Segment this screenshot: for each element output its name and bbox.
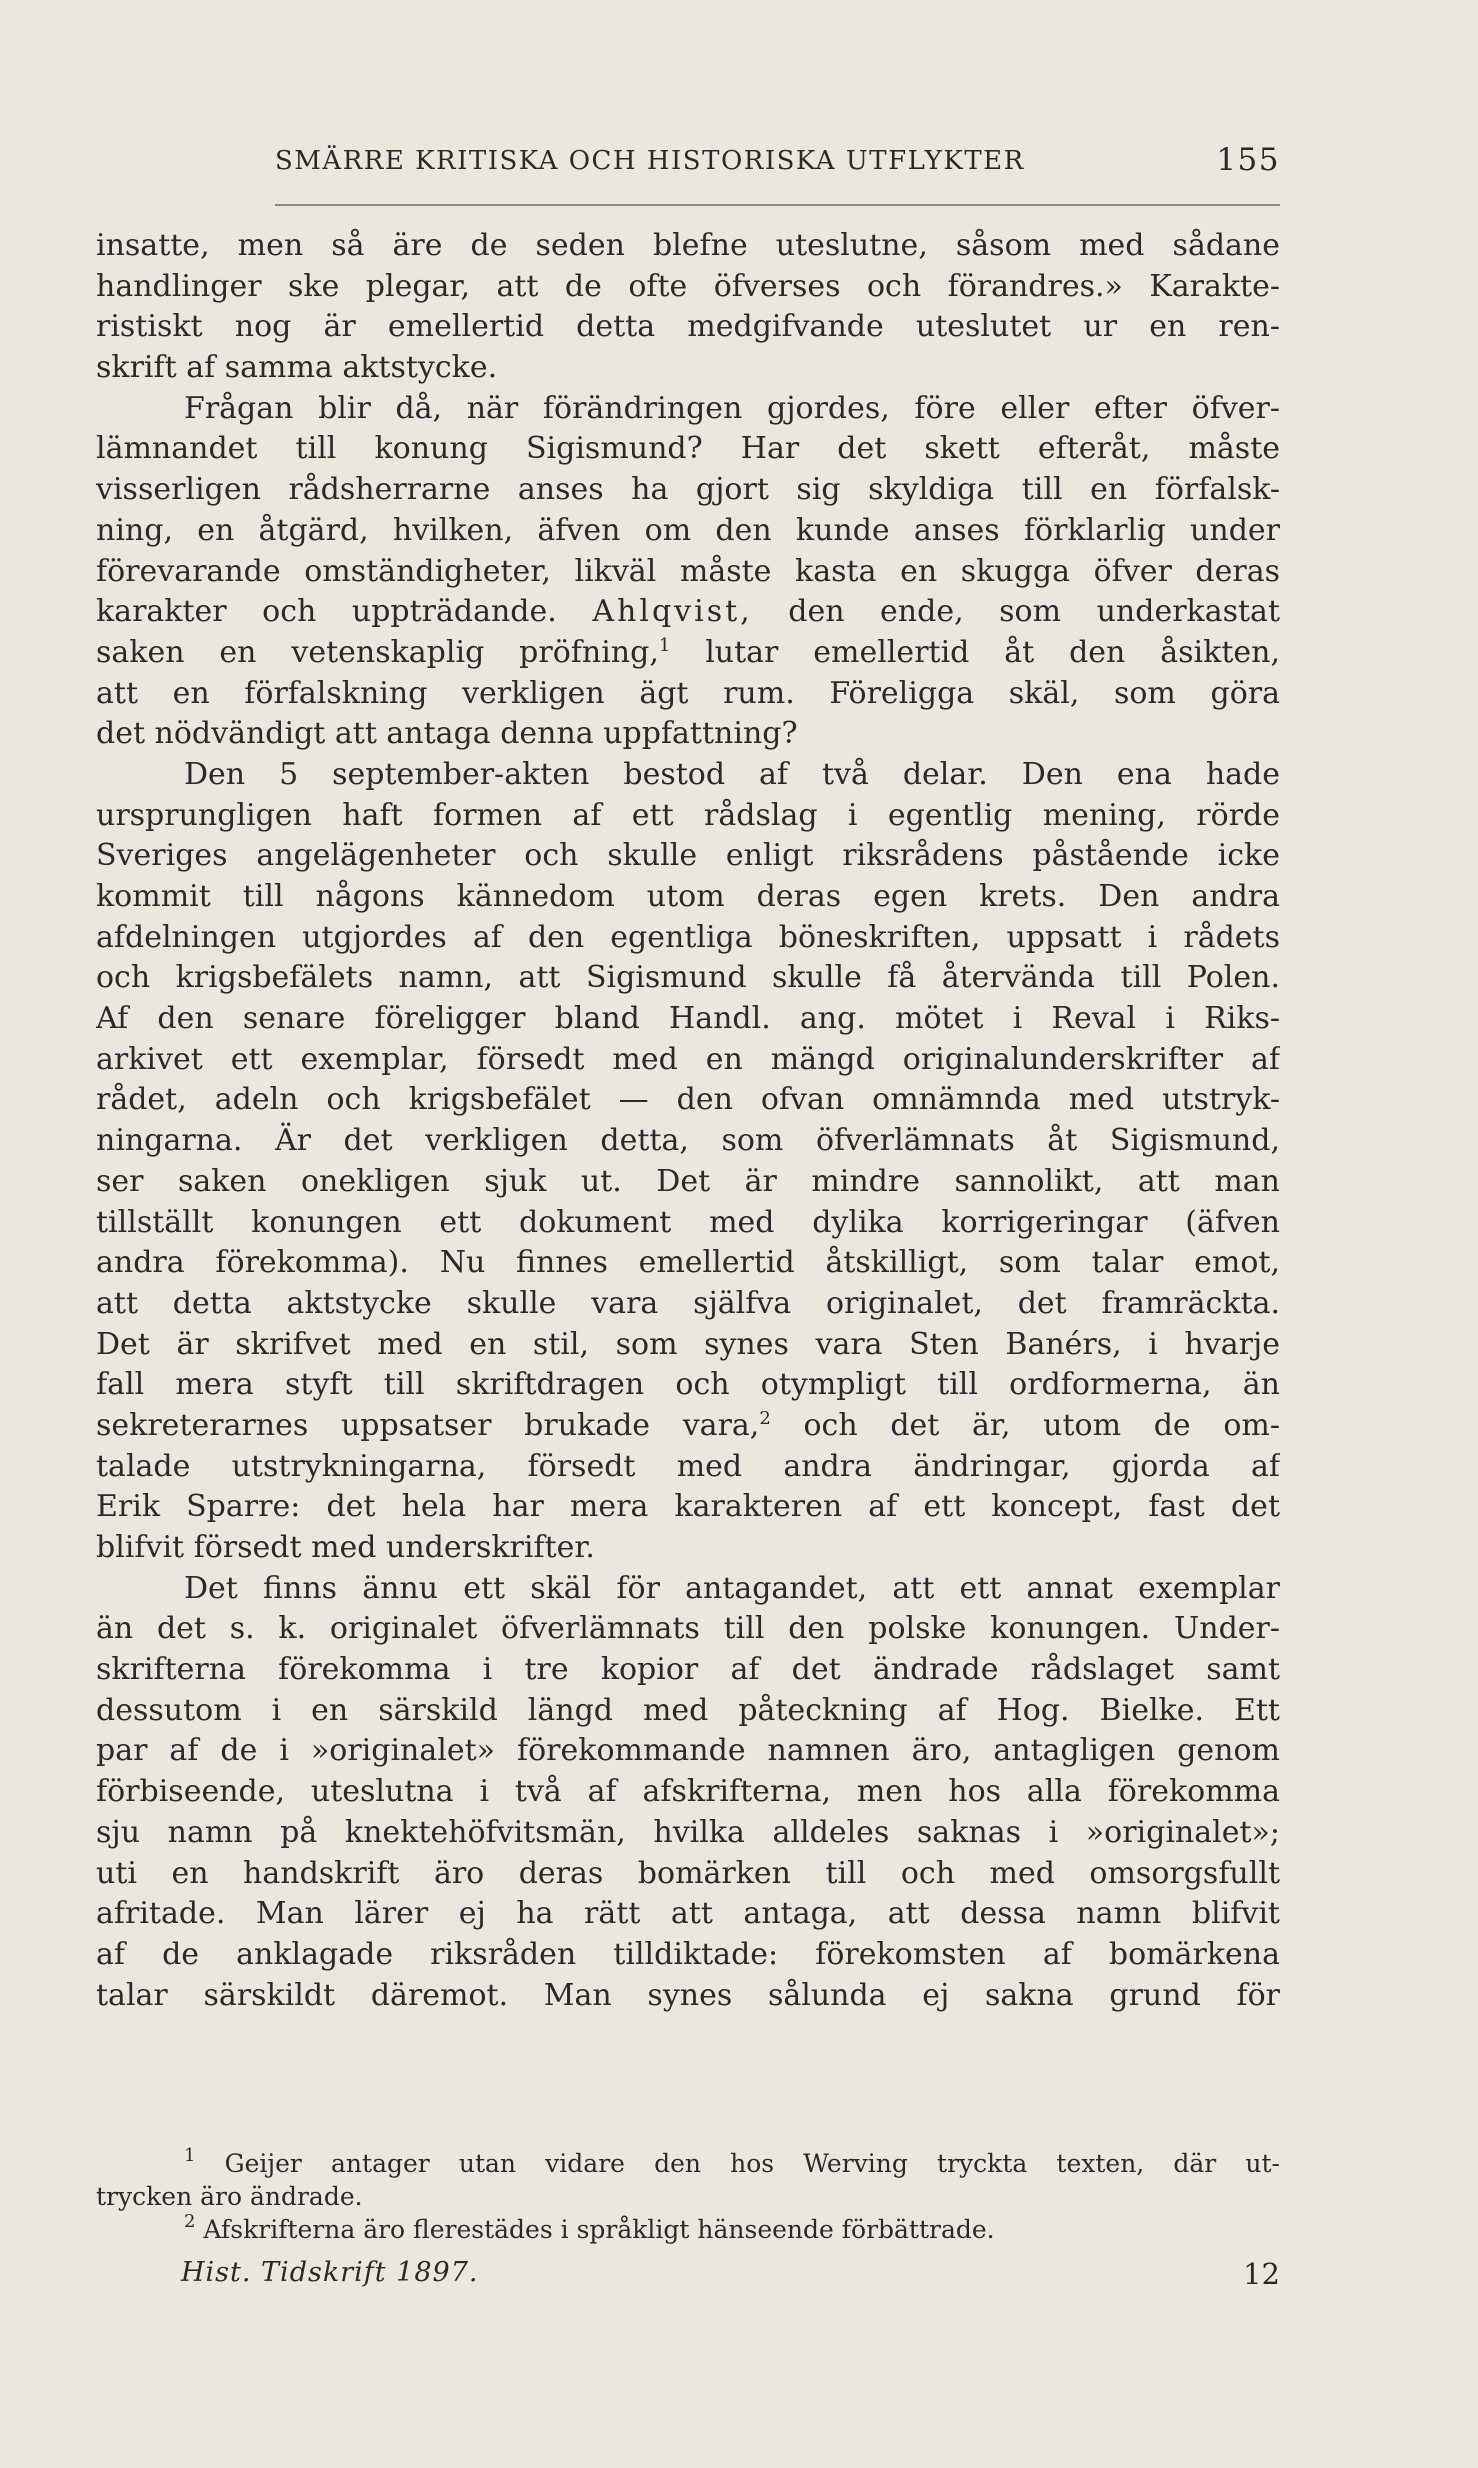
footnote-number: 2 xyxy=(184,2213,196,2232)
footnote-text: Geijer antager utan vidare den hos Werving tryckta texten, där ut- xyxy=(224,2149,1280,2178)
text-line xyxy=(96,592,1280,633)
text-line: afritade. Man lärer ej ha rätt att antaga, att dessa namn blifvit xyxy=(96,1896,1280,1932)
text-line: handlinger ske plegar, att de ofte öfverses och förandres.» Karakte- xyxy=(96,268,1280,304)
footnote-number: 1 xyxy=(184,2147,196,2166)
text-line: Det är skrifvet med en stil, som synes vara Sten Banérs, i hvarje xyxy=(96,1326,1280,1362)
text-line: blifvit försedt med underskrifter. xyxy=(96,1530,595,1565)
text-line: insatte, men så äre de seden blefne uteslutne, såsom med sådane xyxy=(96,228,1280,263)
text-line: lämnandet till konung Sigismund? Har det skett efteråt, måste xyxy=(96,431,1280,467)
text-line: talade utstrykningarna, försedt med andra ändringar, gjorda af xyxy=(96,1448,1280,1484)
text-line: ning, en åtgärd, hvilken, äfven om den kunde anses förklarlig under xyxy=(96,512,1280,548)
text-line: sju namn på knektehöfvitsmän, hvilka alldeles saknas i »originalet»; xyxy=(96,1814,1280,1850)
text-line: par af de i »originalet» förekommande namnen äro, antagligen genom xyxy=(96,1733,1280,1769)
body-text xyxy=(96,226,1280,2016)
text-line: fall mera styft till skriftdragen och otympligt till ordformerna, än xyxy=(96,1367,1280,1403)
text-line: ristiskt nog är emellertid detta medgifvande uteslutet ur en ren- xyxy=(96,309,1280,345)
text-line: förbiseende, uteslutna i två af afskrifterna, men hos alla förekomma xyxy=(96,1774,1280,1810)
text-line: afdelningen utgjordes af den egentliga böneskriften, uppsatt i rådets xyxy=(96,919,1280,955)
text-line: Den 5 september-akten bestod af två delar. Den ena hade xyxy=(184,756,1280,792)
text-line: skrift af samma aktstycke. xyxy=(96,350,498,386)
text-line: uti en handskrift äro deras bomärken till och med omsorgsfullt xyxy=(96,1855,1280,1891)
footnotes xyxy=(96,2147,1280,2246)
text-line: kommit till någons kännedom utom deras egen krets. Den andra xyxy=(96,879,1280,914)
text-line: andra förekomma). Nu finnes emellertid åtskilligt, som talar emot, xyxy=(96,1245,1280,1281)
text-line: än det s. k. originalet öfverlämnats till den polske konungen. Under- xyxy=(96,1611,1280,1647)
text-line: visserligen rådsherrarne anses ha gjort sig skyldiga till en förfalsk- xyxy=(96,472,1280,508)
text-line: arkivet ett exemplar, försedt med en mängd originalunderskrifter af xyxy=(96,1041,1280,1077)
text-run: sekreterarnes uppsatser brukade vara, xyxy=(96,1407,760,1443)
text-line: att en förfalskning verkligen ägt rum. Föreligga skäl, som göra xyxy=(96,675,1280,711)
text-run: den ende, som underkastat xyxy=(788,594,1280,630)
signature-mark: 12 xyxy=(1243,2257,1280,2291)
text-line: dessutom i en särskild längd med påteckning af Hog. Bielke. Ett xyxy=(96,1692,1280,1728)
text-line: Af den senare föreligger bland Handl. ang. mötet i Reval i Riks- xyxy=(96,1001,1280,1037)
text-line: Erik Sparre: det hela har mera karakteren af ett koncept, fast det xyxy=(96,1489,1280,1525)
text-line: ser saken onekligen sjuk ut. Det är mindre sannolikt, att man xyxy=(96,1163,1280,1199)
text-line: skrifterna förekomma i tre kopior af det ändrade rådslaget samt xyxy=(96,1652,1280,1688)
footnote-ref: 1 xyxy=(658,634,671,656)
text-line: ningarna. Är det verkligen detta, som öfverlämnats åt Sigismund, xyxy=(96,1123,1280,1159)
footnote-1-continued: trycken äro ändrade. xyxy=(96,2182,363,2211)
text-line: talar särskildt däremot. Man synes sålunda ej sakna grund för xyxy=(96,1977,1280,2013)
text-line: förevarande omständigheter, likväl måste kasta en skugga öfver deras xyxy=(96,553,1280,589)
text-run: lutar emellertid åt den åsikten, xyxy=(705,634,1280,670)
text-line: att detta aktstycke skulle vara själfva originalet, det framräckta. xyxy=(96,1285,1280,1321)
text-run: saken en vetenskaplig pröfning, xyxy=(96,634,659,670)
text-line: ursprungligen haft formen af ett rådslag i egentlig mening, rörde xyxy=(96,797,1280,833)
text-line: af de anklagade riksråden tilldiktade: förekomsten af bomärkena xyxy=(96,1936,1280,1972)
text-run: karakter och uppträdande. xyxy=(96,594,557,630)
footnote-1 xyxy=(96,2147,1280,2180)
text-line: det nödvändigt att antaga denna uppfattning? xyxy=(96,716,798,752)
text-line: och krigsbefälets namn, att Sigismund skulle få återvända till Polen. xyxy=(96,960,1280,996)
text-line xyxy=(96,633,1280,674)
running-header xyxy=(275,142,1280,186)
footnote-2 xyxy=(96,2213,1280,2246)
author-name: Ahlqvist, xyxy=(592,594,753,630)
text-line: Frågan blir då, när förändringen gjordes, före eller efter öfver- xyxy=(184,390,1280,426)
text-line: tillställt konungen ett dokument med dylika korrigeringar (äfven xyxy=(96,1204,1280,1240)
running-title: SMÄRRE KRITISKA OCH HISTORISKA UTFLYKTER xyxy=(275,146,1025,176)
text-line: rådet, adeln och krigsbefälet — den ofvan omnämnda med utstryk- xyxy=(96,1082,1280,1118)
text-run: och det är, utom de om- xyxy=(803,1407,1280,1443)
footnote-ref: 2 xyxy=(759,1407,771,1429)
header-rule xyxy=(275,204,1280,206)
text-line: Det finns ännu ett skäl för antagandet, att ett annat exemplar xyxy=(184,1570,1280,1606)
text-line: Sveriges angelägenheter och skulle enligt riksrådens påstående icke xyxy=(96,838,1280,874)
text-line xyxy=(96,1406,1280,1447)
journal-reference: Hist. Tidskrift 1897. xyxy=(181,2257,479,2288)
page-footer xyxy=(181,2257,1280,2301)
page-number: 155 xyxy=(1216,142,1280,178)
footnote-text: Afskrifterna äro flerestädes i språkligt hänseende förbättrade. xyxy=(203,2215,995,2244)
